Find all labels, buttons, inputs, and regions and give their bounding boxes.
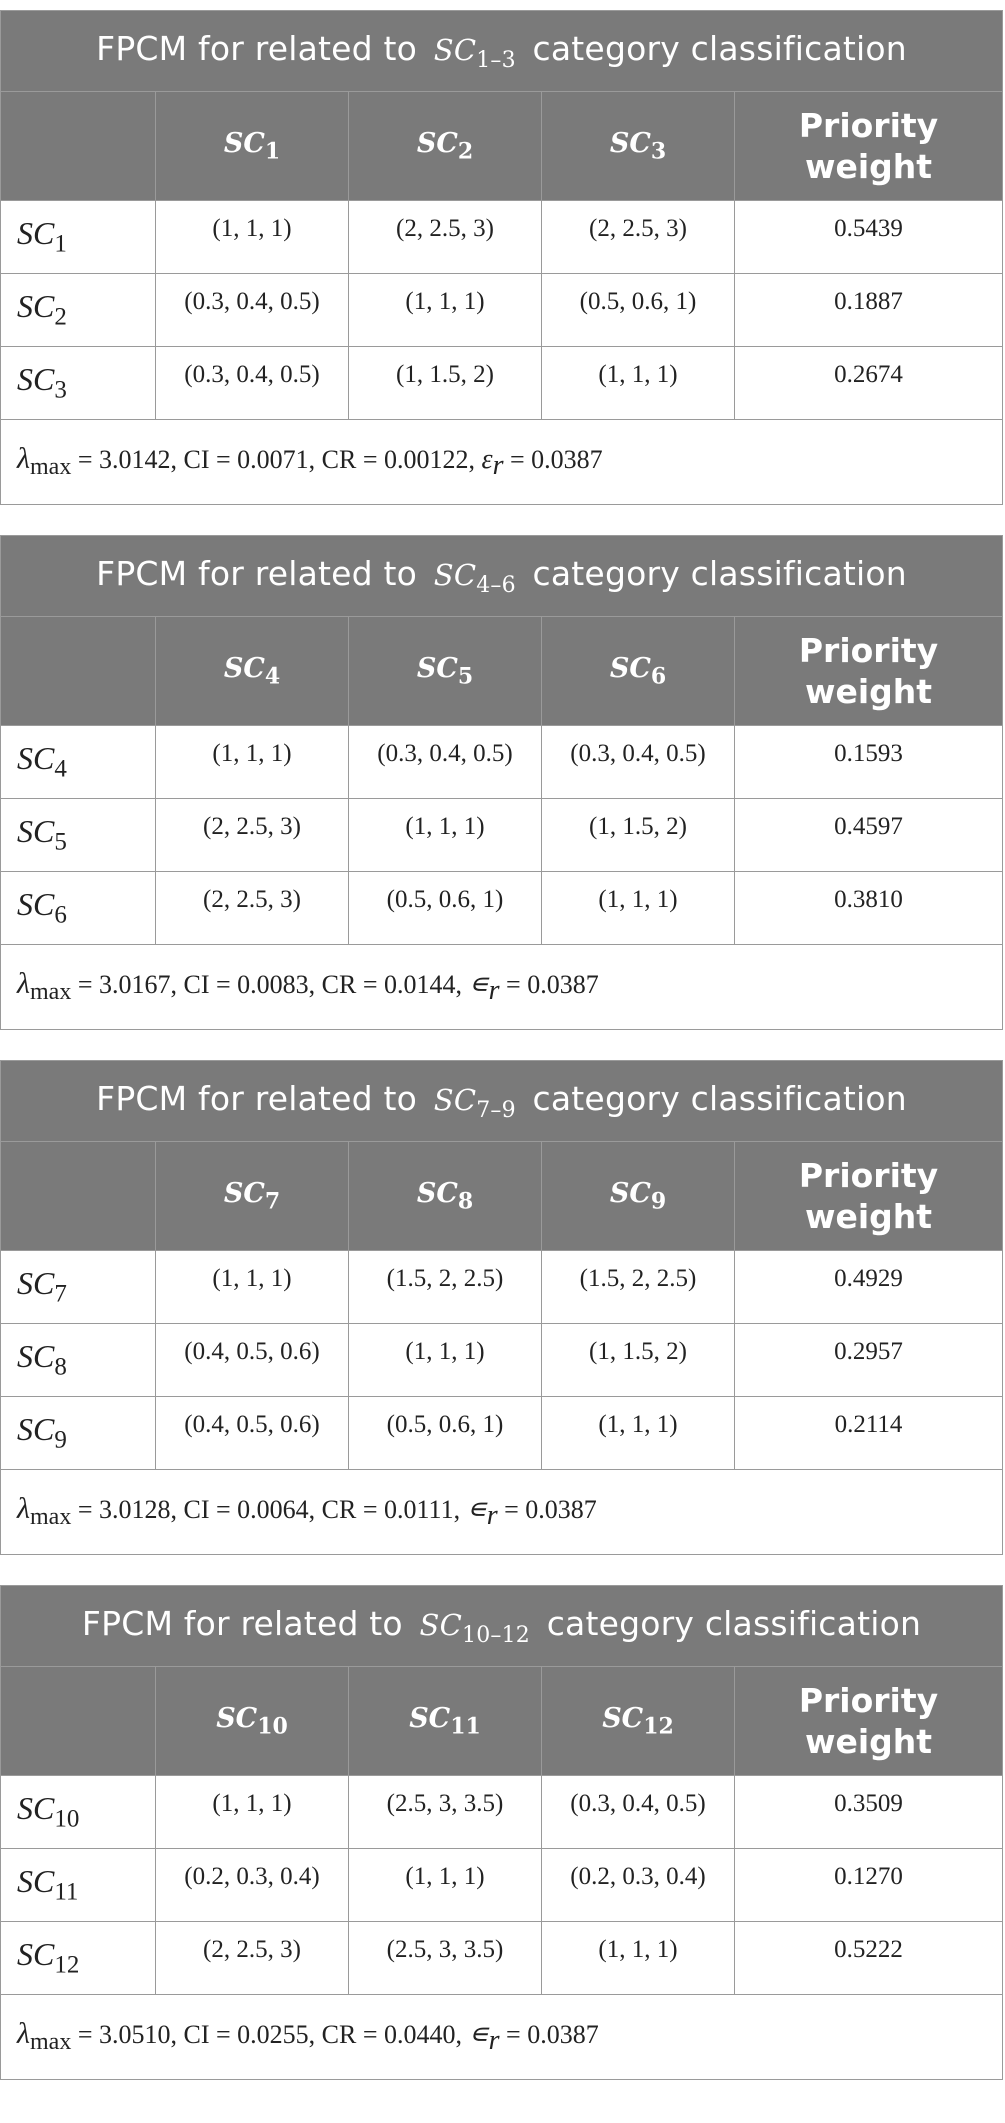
table-row <box>1 1849 1003 1922</box>
corner-header <box>1 1142 156 1251</box>
column-header: $SC_5$ <box>349 617 542 726</box>
priority-weight: 0.1270 <box>735 1849 1003 1922</box>
cell-value: (1, 1, 1) <box>156 726 349 799</box>
cell-value: (1, 1, 1) <box>156 201 349 274</box>
column-header: $SC_{11}$ <box>349 1667 542 1776</box>
table-row <box>1 201 1003 274</box>
cell-value: (0.5, 0.6, 1) <box>349 1397 542 1470</box>
cell-value: (2.5, 3, 3.5) <box>349 1922 542 1995</box>
table-title: FPCM for related to $SC_{7-9}$ category classification <box>1 1061 1003 1142</box>
cell-value: (2, 2.5, 3) <box>156 1922 349 1995</box>
priority-weight: 0.2114 <box>735 1397 1003 1470</box>
table-title: FPCM for related to $SC_{1-3}$ category classification <box>1 11 1003 92</box>
fpcm-table-4 <box>0 1585 1003 2080</box>
row-header: $SC_{11}$ <box>1 1849 156 1922</box>
column-header: $SC_4$ <box>156 617 349 726</box>
priority-weight: 0.2674 <box>735 347 1003 420</box>
cell-value: (1, 1, 1) <box>156 1776 349 1849</box>
cell-value: (0.3, 0.4, 0.5) <box>542 726 735 799</box>
table-row <box>1 799 1003 872</box>
fpcm-table-1 <box>0 10 1003 505</box>
column-header: $SC_2$ <box>349 92 542 201</box>
table-row <box>1 1922 1003 1995</box>
table-row <box>1 1324 1003 1397</box>
cell-value: (2, 2.5, 3) <box>156 872 349 945</box>
corner-header <box>1 92 156 201</box>
row-header: $SC_4$ <box>1 726 156 799</box>
cell-value: (0.3, 0.4, 0.5) <box>349 726 542 799</box>
cell-value: (0.5, 0.6, 1) <box>542 274 735 347</box>
table-row <box>1 726 1003 799</box>
column-header: $SC_8$ <box>349 1142 542 1251</box>
cell-value: (0.2, 0.3, 0.4) <box>156 1849 349 1922</box>
table-title: FPCM for related to $SC_{4-6}$ category classification <box>1 536 1003 617</box>
cell-value: (0.4, 0.5, 0.6) <box>156 1324 349 1397</box>
consistency-footer: $\lambda_{max} = 3.0510$, CI = 0.0255, CR = 0.0440, $∊_r = 0.0387$ <box>1 1995 1003 2080</box>
column-header: $SC_{10}$ <box>156 1667 349 1776</box>
cell-value: (2.5, 3, 3.5) <box>349 1776 542 1849</box>
priority-weight: 0.3509 <box>735 1776 1003 1849</box>
cell-value: (0.3, 0.4, 0.5) <box>542 1776 735 1849</box>
cell-value: (0.3, 0.4, 0.5) <box>156 274 349 347</box>
cell-value: (2, 2.5, 3) <box>349 201 542 274</box>
cell-value: (1, 1, 1) <box>349 274 542 347</box>
row-header: $SC_7$ <box>1 1251 156 1324</box>
column-header: $SC_9$ <box>542 1142 735 1251</box>
corner-header <box>1 1667 156 1776</box>
column-header: $SC_1$ <box>156 92 349 201</box>
column-header: $SC_3$ <box>542 92 735 201</box>
priority-weight-header: Priority weight <box>735 1142 1003 1251</box>
cell-value: (2, 2.5, 3) <box>156 799 349 872</box>
cell-value: (1, 1, 1) <box>542 347 735 420</box>
consistency-footer: $\lambda_{max} = 3.0128$, CI = 0.0064, CR = 0.0111, $∊_r = 0.0387$ <box>1 1470 1003 1555</box>
corner-header <box>1 617 156 726</box>
cell-value: (1, 1.5, 2) <box>349 347 542 420</box>
cell-value: (2, 2.5, 3) <box>542 201 735 274</box>
cell-value: (0.2, 0.3, 0.4) <box>542 1849 735 1922</box>
row-header: $SC_1$ <box>1 201 156 274</box>
cell-value: (1, 1, 1) <box>542 1922 735 1995</box>
row-header: $SC_{12}$ <box>1 1922 156 1995</box>
priority-weight: 0.1593 <box>735 726 1003 799</box>
row-header: $SC_5$ <box>1 799 156 872</box>
row-header: $SC_9$ <box>1 1397 156 1470</box>
priority-weight: 0.1887 <box>735 274 1003 347</box>
cell-value: (0.3, 0.4, 0.5) <box>156 347 349 420</box>
row-header: $SC_6$ <box>1 872 156 945</box>
row-header: $SC_2$ <box>1 274 156 347</box>
table-row <box>1 347 1003 420</box>
priority-weight: 0.4597 <box>735 799 1003 872</box>
cell-value: (1.5, 2, 2.5) <box>349 1251 542 1324</box>
consistency-footer: $\lambda_{max} = 3.0167$, CI = 0.0083, CR = 0.0144, $∊_r = 0.0387$ <box>1 945 1003 1030</box>
row-header: $SC_3$ <box>1 347 156 420</box>
priority-weight-header: Priority weight <box>735 617 1003 726</box>
cell-value: (1, 1.5, 2) <box>542 799 735 872</box>
cell-value: (1, 1, 1) <box>349 799 542 872</box>
table-row <box>1 872 1003 945</box>
table-row <box>1 1397 1003 1470</box>
priority-weight: 0.3810 <box>735 872 1003 945</box>
cell-value: (1, 1, 1) <box>156 1251 349 1324</box>
table-title: FPCM for related to $SC_{10-12}$ category classification <box>1 1586 1003 1667</box>
table-row <box>1 274 1003 347</box>
cell-value: (1, 1, 1) <box>542 1397 735 1470</box>
fpcm-table-3 <box>0 1060 1003 1555</box>
row-header: $SC_{10}$ <box>1 1776 156 1849</box>
row-header: $SC_8$ <box>1 1324 156 1397</box>
cell-value: (1, 1, 1) <box>349 1324 542 1397</box>
table-row <box>1 1776 1003 1849</box>
cell-value: (1, 1.5, 2) <box>542 1324 735 1397</box>
consistency-footer: $\lambda_{max} = 3.0142$, CI = 0.0071, CR = 0.00122, $\varepsilon_r = 0.0387$ <box>1 420 1003 505</box>
fpcm-table-2 <box>0 535 1003 1030</box>
column-header: $SC_7$ <box>156 1142 349 1251</box>
column-header: $SC_{12}$ <box>542 1667 735 1776</box>
priority-weight-header: Priority weight <box>735 1667 1003 1776</box>
cell-value: (1, 1, 1) <box>349 1849 542 1922</box>
cell-value: (0.4, 0.5, 0.6) <box>156 1397 349 1470</box>
priority-weight: 0.2957 <box>735 1324 1003 1397</box>
cell-value: (0.5, 0.6, 1) <box>349 872 542 945</box>
priority-weight: 0.4929 <box>735 1251 1003 1324</box>
column-header: $SC_6$ <box>542 617 735 726</box>
priority-weight: 0.5222 <box>735 1922 1003 1995</box>
cell-value: (1.5, 2, 2.5) <box>542 1251 735 1324</box>
cell-value: (1, 1, 1) <box>542 872 735 945</box>
fpcm-tables <box>0 10 1002 2110</box>
priority-weight-header: Priority weight <box>735 92 1003 201</box>
table-row <box>1 1251 1003 1324</box>
priority-weight: 0.5439 <box>735 201 1003 274</box>
